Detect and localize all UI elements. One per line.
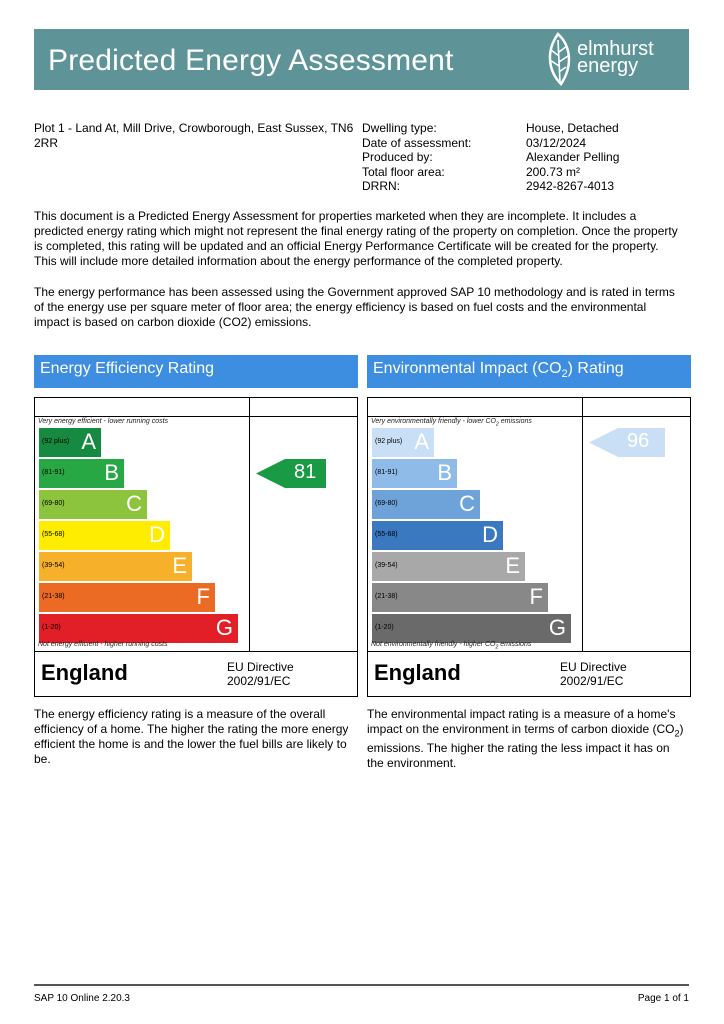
efficiency-heading: Energy Efficiency Rating xyxy=(34,355,358,388)
detail-row xyxy=(362,121,619,136)
band-range: (92 plus) xyxy=(42,438,70,445)
band-f xyxy=(39,583,215,612)
band-range: (69-80) xyxy=(375,500,398,507)
band-letter: A xyxy=(81,429,96,454)
band-range: (81-91) xyxy=(375,469,398,476)
logo-wordmark xyxy=(577,38,654,77)
band-letter: E xyxy=(172,553,187,578)
band-a xyxy=(39,428,101,457)
band-range: (1-20) xyxy=(42,624,61,631)
eu-line-2: 2002/91/EC xyxy=(560,674,624,688)
eu-line-1: EU Directive xyxy=(227,660,294,674)
chart-divider xyxy=(582,398,583,652)
methodology-paragraph: The energy performance has been assessed using the Government approved SAP 10 methodology and is rated in terms of the energy use per square meter of floor area; the energy efficiency is based on fuel costs and the environmental impact is based on carbon dioxide (CO2) emissions. xyxy=(34,285,675,329)
environment-country: England xyxy=(374,660,461,685)
logo-line-2: energy xyxy=(577,55,639,77)
band-g xyxy=(372,614,571,643)
property-address: Plot 1 - Land At, Mill Drive, Crowborough, East Sussex, TN6 2RR xyxy=(34,121,354,150)
detail-value: 03/12/2024 xyxy=(526,135,587,150)
environment-rating-chart xyxy=(367,397,691,697)
note-text: Not environmentally friendly - higher CO xyxy=(371,641,496,648)
band-d xyxy=(39,521,170,550)
band-a xyxy=(372,428,434,457)
band-g xyxy=(39,614,238,643)
page-number: Page 1 of 1 xyxy=(637,993,689,1004)
chart-header-row xyxy=(35,398,357,417)
efficiency-rating-chart xyxy=(34,397,358,697)
band-c xyxy=(372,490,480,519)
software-version: SAP 10 Online 2.20.3 xyxy=(34,993,130,1004)
chart-footer-divider xyxy=(35,651,357,652)
heading-text-end: ) Rating xyxy=(567,360,624,377)
band-range: (21-38) xyxy=(42,593,65,600)
chart-header-row xyxy=(368,398,690,417)
intro-paragraph: This document is a Predicted Energy Assessment for properties marketed when they are incomplete. It includes a predicted energy rating which might not represent the final energy rating of the property on completion. Once the property is completed, this rating will be updated and an official Energy Performance Certificate will be created for the property. This will include more detailed information about the energy performance of the completed property. xyxy=(34,209,678,268)
detail-label: Dwelling type: xyxy=(362,121,437,135)
detail-row xyxy=(362,179,619,194)
band-letter: E xyxy=(505,553,520,578)
band-range: (69-80) xyxy=(42,500,65,507)
detail-label: Produced by: xyxy=(362,150,433,165)
band-letter: G xyxy=(548,615,566,640)
environment-description xyxy=(367,707,685,771)
efficiency-description: The energy efficiency rating is a measure of the overall efficiency of a home. The higher the rating the more energy efficient the home is and the lower the fuel bills are likely to be. xyxy=(34,707,349,766)
efficiency-top-note: Very energy efficient - lower running costs xyxy=(38,418,169,425)
detail-row xyxy=(362,165,619,180)
detail-value: 2942-8267-4013 xyxy=(526,179,615,194)
environment-eu-directive xyxy=(560,660,627,688)
band-range: (39-54) xyxy=(42,562,65,569)
detail-row xyxy=(362,150,619,165)
detail-label: Total floor area: xyxy=(362,164,445,179)
property-details xyxy=(362,121,619,194)
heading-subscript: 2 xyxy=(561,368,568,381)
leaf-icon xyxy=(541,32,575,86)
note-text: Very environmentally friendly - lower CO xyxy=(371,418,497,425)
desc-text: The environmental impact rating is a measure of a home's impact on the environment in terms of carbon dioxide (CO xyxy=(367,707,676,736)
band-c xyxy=(39,490,147,519)
detail-label: Date of assessment: xyxy=(362,135,472,150)
band-range: (21-38) xyxy=(375,593,398,600)
band-letter: D xyxy=(482,522,498,547)
environment-rating-value: 96 xyxy=(627,430,650,452)
band-letter: A xyxy=(414,429,429,454)
page-title: Predicted Energy Assessment xyxy=(48,44,454,77)
band-letter: F xyxy=(196,584,210,609)
efficiency-bottom-note: Not energy efficient - higher running costs xyxy=(38,641,168,648)
chart-footer-divider xyxy=(368,651,690,652)
efficiency-rating-value: 81 xyxy=(294,461,317,483)
efficiency-eu-directive xyxy=(227,660,294,688)
band-letter: C xyxy=(459,491,475,516)
band-range: (55-68) xyxy=(375,531,398,538)
band-b xyxy=(372,459,457,488)
band-letter: C xyxy=(126,491,142,516)
band-range: (92 plus) xyxy=(375,438,403,445)
environment-bottom-note xyxy=(371,641,531,650)
note-text-end: emissions xyxy=(498,418,532,425)
band-e xyxy=(372,552,525,581)
environment-heading xyxy=(367,355,691,388)
desc-subscript: 2 xyxy=(674,728,680,739)
note-text-end: emissions xyxy=(498,641,532,648)
detail-row xyxy=(362,136,619,151)
environment-top-note xyxy=(371,418,532,427)
band-letter: B xyxy=(104,460,119,485)
band-range: (81-91) xyxy=(42,469,65,476)
eu-line-1: EU Directive xyxy=(560,660,627,674)
band-letter: G xyxy=(215,615,233,640)
band-range: (55-68) xyxy=(42,531,65,538)
desc-text-end: ) emissions. The higher the rating the less impact it has on the environment. xyxy=(367,722,684,771)
band-letter: D xyxy=(149,522,165,547)
band-range: (39-54) xyxy=(375,562,398,569)
elmhurst-logo xyxy=(541,31,687,88)
band-letter: F xyxy=(529,584,543,609)
note-subscript: 2 xyxy=(495,644,499,651)
band-e xyxy=(39,552,192,581)
band-letter: B xyxy=(437,460,452,485)
detail-label: DRRN: xyxy=(362,179,400,194)
chart-divider xyxy=(249,398,250,652)
note-subscript: 2 xyxy=(496,421,499,428)
efficiency-country: England xyxy=(41,660,128,685)
eu-line-2: 2002/91/EC xyxy=(227,674,291,688)
detail-value: 200.73 m² xyxy=(526,164,581,179)
band-d xyxy=(372,521,503,550)
detail-value: House, Detached xyxy=(526,121,619,135)
band-b xyxy=(39,459,124,488)
footer-divider xyxy=(34,984,689,986)
page-header xyxy=(34,29,689,90)
band-f xyxy=(372,583,548,612)
band-range: (1-20) xyxy=(375,624,394,631)
heading-text: Environmental Impact (CO xyxy=(373,360,562,377)
detail-value: Alexander Pelling xyxy=(526,150,620,165)
logo-line-1: elmhurst xyxy=(577,38,654,60)
